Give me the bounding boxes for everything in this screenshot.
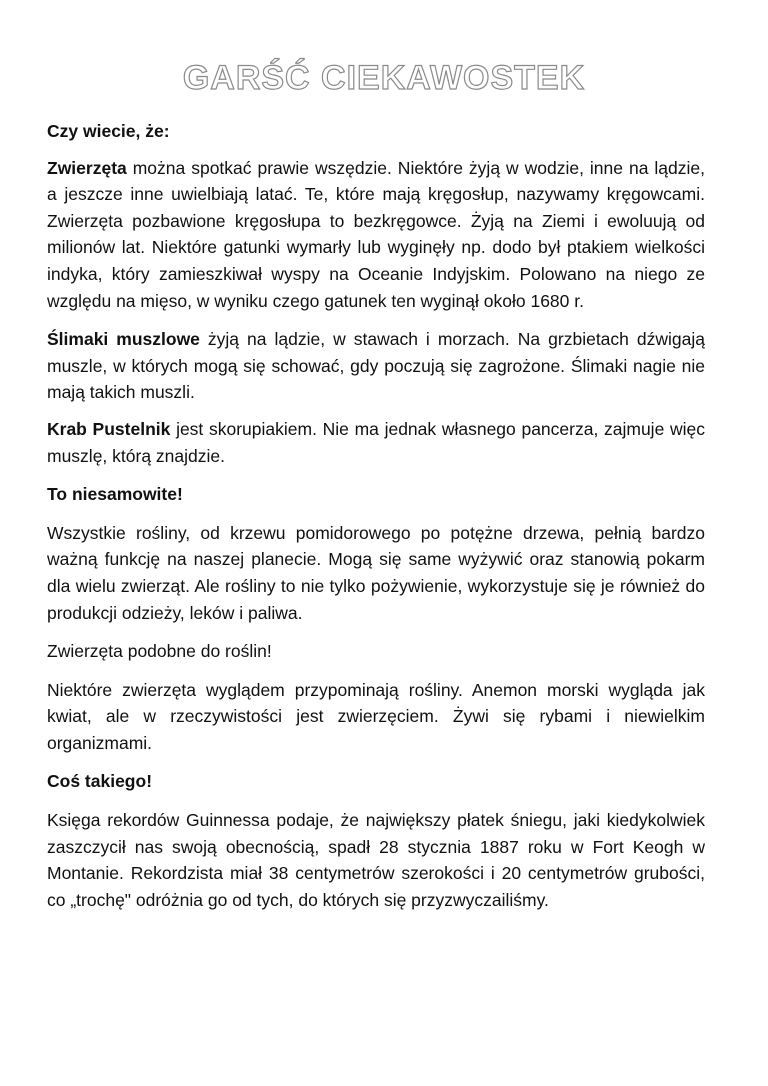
amazing-heading: To niesamowite! [47, 484, 183, 505]
snails-text: żyją na lądzie, w stawach i morzach. Na grzbietach dźwigają muszle, w których mogą się schować, gdy poczują się zagrożone. Ślimaki nagie nie mają takich muszli. [47, 329, 705, 403]
crab-text: jest skorupiakiem. Nie ma jednak własnego pancerza, zajmuje więc muszlę, którą znajdzie. [47, 418, 706, 466]
animals-text: można spotkać prawie wszędzie. Niektóre żyją w wodzie, inne na lądzie, a jeszcze inne uwielbiają latać. Te, które mają kręgosłup, nazywamy kręgowcami. Zwierzęta pozbawione kręgosłupa to bezkręgowce. Żyją na Ziemi i ewoluują od milionów lat. Niektóre gatunki wymarły lub wyginęły np. dodo był ptakiem wielkości indyka, który zamieszkiwał wyspy na Oceanie Indyjskim. Polowano na niego ze względu na mięso, w wyniku czego gatunek ten wyginął około 1680 r. [47, 157, 705, 311]
snails-bold-term: Ślimaki muszlowe [47, 329, 200, 350]
plants-paragraph: Wszystkie rośliny, od krzewu pomidorowego po potężne drzewa, pełnią bardzo ważną funkcję na naszej planecie. Mogą się same wyżywić oraz stanowią pokarm dla wielu zwierząt. Ale rośliny to nie tylko pożywienie, wykorzystuje się je również do produkcji odzieży, leków i paliwa. [47, 522, 705, 623]
animals-paragraph [47, 155, 705, 315]
plantlike-paragraph: Niektóre zwierzęta wyglądem przypominają rośliny. Anemon morski wygląda jak kwiat, ale w rzeczywistości jest zwierzęciem. Żywi się rybami i niewielkim organizmami. [47, 679, 705, 753]
crab-paragraph [47, 416, 705, 469]
crab-bold-term: Krab Pustelnik [47, 418, 171, 439]
something-heading: Coś takiego! [47, 771, 153, 792]
plantlike-heading: Zwierzęta podobne do roślin! [47, 641, 272, 662]
snails-paragraph [47, 326, 705, 406]
page-title: GARŚĆ CIEKAWOSTEK [182, 59, 586, 97]
document-body [47, 118, 705, 913]
snowflake-paragraph: Księga rekordów Guinnessa podaje, że największy płatek śniegu, jaki kiedykolwiek zaszczycił nas swoją obecnością, spadł 28 stycznia 1887 roku w Fort Keogh w Montanie. Rekordzista miał 38 centymetrów szerokości i 20 centymetrów grubości, co „trochę" odróżnia go od tych, do których się przyzwyczailiśmy. [47, 810, 705, 910]
animals-bold-term: Zwierzęta [47, 157, 127, 178]
intro-heading: Czy wiecie, że: [47, 121, 170, 141]
